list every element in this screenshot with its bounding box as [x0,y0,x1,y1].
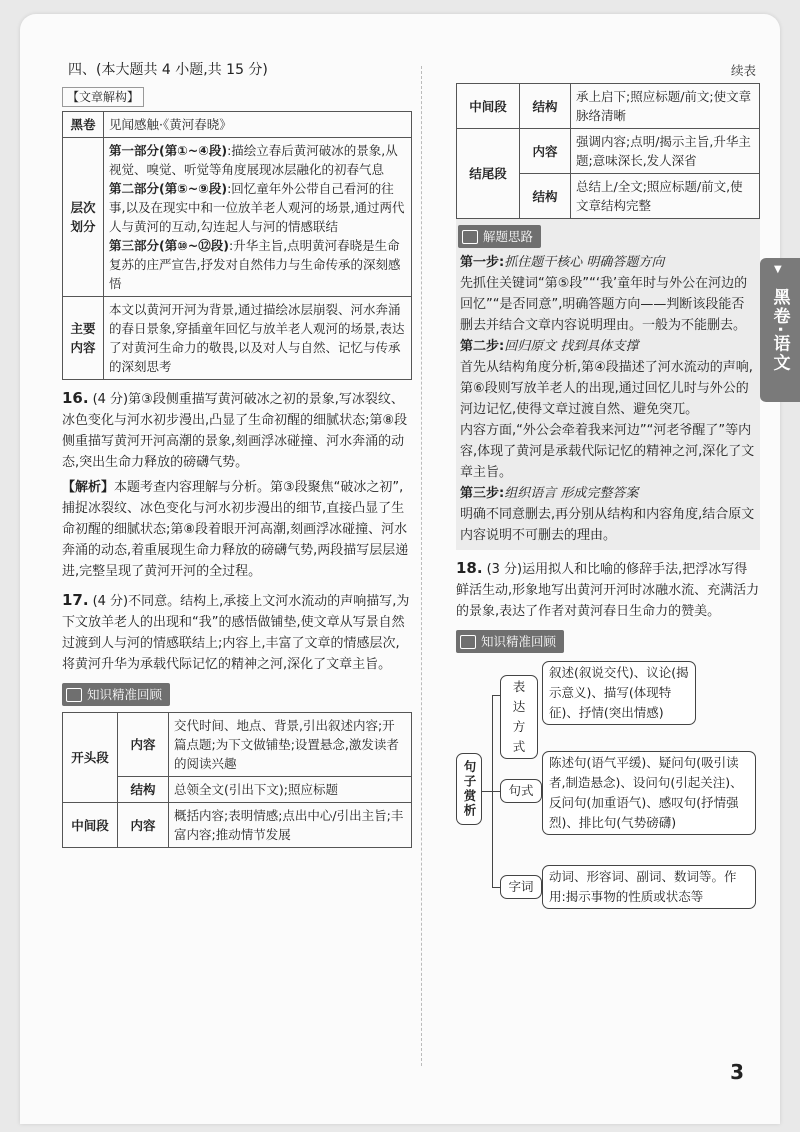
table-cell-label: 内容 [520,129,571,174]
step-3 [456,483,760,504]
table-cell-label: 结构 [520,84,571,129]
structure-table [62,111,412,380]
table-cell-label: 内容 [118,713,169,777]
table-cell-label: 中间段 [63,803,118,848]
step-2-text-2: 内容方面,“外公会牵着我来河边”“河老爷醒了”等内容,体现了黄河是承载代际记忆的精神之河,深化了文章主旨。 [460,423,755,480]
knowledge-header [456,630,564,653]
part-2-text: :回忆童年外公带自己看河的往事,以及在现实中和一位放羊老人观河的场景,通过两代人与黄河的互动,勾连起人与河的情感联结 [109,181,405,234]
mindmap-branch-expression: 表达方式 [500,675,538,759]
table-cell-label: 中间段 [457,84,520,129]
table-cell-label: 结构 [118,777,169,803]
step-head: 第二步: [460,339,505,354]
table-cell: 总结上/全文;照应标题/前文,使文章结构完整 [571,174,760,219]
step-3-text: 明确不同意删去,再分别从结构和内容角度,结合原文内容说明不可删去的理由。 [460,507,755,543]
mindmap-connector [492,791,500,792]
question-number: 17. [62,591,89,609]
layer-label: 层次划分 [70,200,96,234]
question-number: 16. [62,389,89,407]
table-cell: 承上启下;照应标题/前文;使文章脉络清晰 [571,84,760,129]
table-cell: 总领全文(引出下文);照应标题 [169,777,412,803]
answer-text: (4 分)不同意。结构上,承接上文河水流动的声响描写,为下文放羊老人的出现和“我”的感悟做铺垫,使文章从写景自然过渡到人与河的情感联结上;内容上,丰富了文章的情感层次,将黄河升华为承载代际记忆的精神之河,深化了文章主旨。 [62,594,410,672]
analysis-tag: 【文章解构】 [62,87,144,107]
continued-table [456,83,760,219]
part-3 [109,236,406,293]
step-2-text-1: 首先从结构角度分析,第④段描述了河水流动的声响,第⑥段则写放羊老人的出现,通过回忆儿时与外公的河边记忆,使得文章过渡自然、避免突兀。 [460,360,753,417]
thinking-title: 解题思路 [483,229,534,244]
step-head: 第一步: [460,255,505,270]
mindmap-leaf-sentence: 陈述句(语气平缓)、疑问句(吸引读者,制造悬念)、设问句(引起关注)、反问句(加重语气)、感叹句(抒情强烈)、排比句(气势磅礴) [542,751,756,835]
table-cell-label: 黑卷 [63,112,104,138]
left-column [62,60,412,848]
step-handwritten: 组织语言 形成完整答案 [504,486,639,501]
table-cell-label [63,138,104,297]
answer-text: (3 分)运用拟人和比喻的修辞手法,把浮冰写得鲜活生动,形象地写出黄河开河时冰融水流、充满活力的景象,表达了作者对黄河春日生命力的赞美。 [456,562,760,619]
knowledge-title: 知识精准回顾 [481,634,557,649]
question-18 [456,558,760,622]
table-cell: 交代时间、地点、背景,引出叙述内容;开篇点题;为下文做铺垫;设置悬念,激发读者的阅读兴趣 [169,713,412,777]
part-2 [109,179,406,236]
table-cell [104,138,412,297]
analysis-text: 本题考查内容理解与分析。第③段聚焦“破冰之初”,捕捉冰裂纹、冰色变化与河水初步漫出的细节,直接凸显了生命初醒的细腻状态;第⑧段着眼开河高潮,刻画浮冰碰撞、河水奔涌的动态,着重展现生命力释放的磅礴气势,两段描写层层递进,完整呈现了黄河开河的全过程。 [62,480,409,579]
solution-thinking [456,219,760,550]
step-1-text: 先抓住关键词“第⑤段”“‘我’童年时与外公在河边的回忆”“是否同意”,明确答题方向——判断该段能否删去并结合文章内容说明理由。一般为不能删去。 [460,276,748,333]
mindmap-connector [492,695,500,696]
page-number: 3 [730,1060,744,1084]
continued-label: 续表 [730,63,756,78]
table-cell-label: 结尾段 [457,129,520,219]
analysis-16 [62,477,412,582]
table-cell-label: 结构 [520,174,571,219]
right-column [456,60,760,926]
step-2 [456,336,760,357]
main-content-label: 主要内容 [70,321,96,355]
answer-text: (4 分)第③段侧重描写黄河破冰之初的景象,写冰裂纹、冰色变化与河水初步漫出,凸显了生命初醒的细腻状态;第⑧段侧重描写黄河开河高潮的景象,刻画浮冰碰撞、河水奔涌的动态,突出生命力释放的磅礴气势。 [62,392,408,470]
part-1 [109,141,406,179]
mindmap-root: 句子赏析 [456,753,482,825]
question-17 [62,590,412,675]
page-sheet [20,14,780,1124]
part-3-head: 第三部分(第⑩~⑫段) [109,238,229,253]
mindmap-leaf-expression: 叙述(叙说交代)、议论(揭示意义)、描写(体现特征)、抒情(突出情感) [542,661,696,725]
table-cell-label: 开头段 [63,713,118,803]
thinking-header [458,225,541,248]
table-cell: 本文以黄河开河为背景,通过描绘冰层崩裂、河水奔涌的春日景象,穿插童年回忆与放羊老人观河的场景,表达了对黄河生命力的敬畏,以及对人与自然、记忆与传承的深刻思考 [104,297,412,380]
side-tab [760,258,800,402]
mindmap-branch-words: 字词 [500,875,542,899]
step-handwritten: 回归原文 找到具体支撑 [504,339,639,354]
step-1 [456,252,760,273]
book-icon [460,635,476,649]
mindmap-connector [492,887,500,888]
table-cell: 概括内容;表明情感;点出中心/引出主旨;丰富内容;推动情节发展 [169,803,412,848]
table-cell-label [63,297,104,380]
mindmap-branch-sentence: 句式 [500,779,542,803]
paragraph-function-table [62,712,412,848]
table-cell: 见闻感触·《黄河春晓》 [104,112,412,138]
knowledge-header [62,683,170,706]
table-cell-label: 内容 [118,803,169,848]
knowledge-title: 知识精准回顾 [87,687,163,702]
step-handwritten: 抓住题干核心 明确答题方向 [504,255,665,270]
part-1-text: :描绘立春后黄河破冰的景象,从视觉、嗅觉、听觉等角度展现冰层融化的初春气息 [109,143,398,177]
pencil-icon [462,230,478,244]
mindmap-connector [482,791,492,792]
question-number: 18. [456,559,483,577]
analysis-head: 【解析】 [62,480,115,495]
mindmap-leaf-words: 动词、形容词、副词、数词等。作用:揭示事物的性质或状态等 [542,865,756,909]
triangle-icon: ▼ [774,264,782,275]
column-divider [421,66,422,1066]
book-icon [66,688,82,702]
part-1-head: 第一部分(第①~④段) [109,143,228,158]
table-cell: 强调内容;点明/揭示主旨,升华主题;意味深长,发人深省 [571,129,760,174]
sentence-mindmap [456,661,756,926]
part-3-text: :升华主旨,点明黄河春晓是生命复苏的庄严宣告,抒发对自然伟力与生命传承的深刻感悟 [109,238,401,291]
side-tab-label: 黑卷·语文 [769,287,790,373]
step-head: 第三步: [460,486,505,501]
part-2-head: 第二部分(第⑤~⑨段) [109,181,228,196]
section-title: 四、(本大题共 4 小题,共 15 分) [68,62,268,78]
question-16 [62,388,412,473]
